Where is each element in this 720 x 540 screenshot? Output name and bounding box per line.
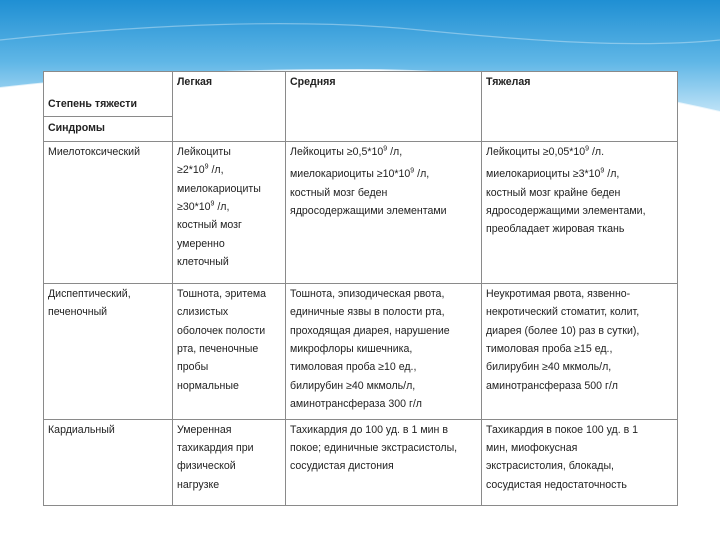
- cell-line: Тошнота, эритема: [177, 288, 267, 300]
- cell-line: тимоловая проба ≥15 ед.,: [486, 343, 613, 356]
- cell-line: ядросодержащими элементами: [290, 205, 447, 218]
- severity-degree-label: Степень тяжести: [44, 72, 172, 117]
- cell-line: диарея (более 10) раз в сутки),: [486, 324, 640, 337]
- cell-line: Тахикардия до 100 уд. в 1 мин в: [290, 423, 448, 436]
- cell-line: некротический стоматит, колит,: [486, 306, 640, 319]
- syndrome-cell: [44, 284, 173, 420]
- cell-line: пробы: [177, 361, 209, 374]
- cell-line: сосудистая дистония: [290, 460, 394, 473]
- cell-line: слизистых: [177, 306, 229, 319]
- cell-line: миелокариоциты $\ge 3*10^9$ /л,: [486, 167, 620, 181]
- header-corner-cell: [44, 72, 173, 142]
- cell-line: Умеренная: [177, 423, 232, 436]
- header-medium: Средняя: [286, 72, 482, 142]
- cell-line: билирубин ≥40 мкмоль/л,: [290, 379, 416, 392]
- cell-line: $\ge 2*10^9$ /л,: [177, 163, 224, 177]
- medium-cell: [286, 142, 482, 284]
- table-row: [44, 419, 678, 505]
- cell-line: $\ge 30*10^9$ /л,: [177, 200, 230, 214]
- cell-line: билирубин ≥40 мкмоль/л,: [486, 361, 612, 374]
- cell-line: Неукротимая рвота, язвенно-: [486, 288, 631, 300]
- cell-line: единичные язвы в полости рта,: [290, 306, 445, 319]
- cell-line: Лейкоциты $\ge 0,5*10^9$ /л,: [290, 145, 403, 158]
- cell-line: ядросодержащими элементами,: [486, 205, 646, 218]
- cell-line: тахикардия при: [177, 441, 254, 454]
- cell-line: костный мозг крайне беден: [486, 186, 621, 199]
- cell-line: Тахикардия в покое 100 уд. в 1: [486, 423, 639, 436]
- header-severe: Тяжелая: [482, 72, 678, 142]
- severe-cell: [482, 284, 678, 420]
- cell-line: аминотрансфераза 300 г/л: [290, 398, 422, 411]
- cell-line: Диспептический,: [48, 288, 131, 300]
- cell-line: сосудистая недостаточность: [486, 478, 627, 491]
- cell-line: Тошнота, эпизодическая рвота,: [290, 288, 445, 300]
- light-cell: [173, 419, 286, 505]
- cell-line: миелокариоциты: [177, 182, 261, 195]
- cell-line: экстрасистолия, блокады,: [486, 460, 614, 473]
- cell-line: проходящая диарея, нарушение: [290, 324, 450, 337]
- severity-table: [43, 71, 678, 506]
- light-cell: [173, 284, 286, 420]
- cell-line: аминотрансфераза 500 г/л: [486, 379, 618, 392]
- cell-line: преобладает жировая ткань: [486, 223, 625, 236]
- cell-line: тимоловая проба ≥10 ед.,: [290, 361, 417, 374]
- cell-line: костный мозг беден: [290, 186, 388, 199]
- cell-line: рта, печеночные: [177, 343, 259, 356]
- table-row: [44, 284, 678, 420]
- cell-line: нормальные: [177, 379, 239, 392]
- cell-line: мин, миофокусная: [486, 441, 578, 454]
- medium-cell: [286, 419, 482, 505]
- table-header-row: [44, 72, 678, 142]
- table-row: [44, 142, 678, 284]
- cell-line: физической: [177, 460, 236, 473]
- severe-cell: [482, 419, 678, 505]
- syndromes-label: Синдромы: [48, 122, 105, 135]
- cell-line: печеночный: [48, 306, 108, 319]
- header-light: Легкая: [173, 72, 286, 142]
- cell-line: нагрузке: [177, 478, 220, 491]
- cell-line: Лейкоциты: [177, 146, 231, 158]
- cell-line: умеренно: [177, 237, 225, 250]
- cell-line: Лейкоциты $\ge 0,05*10^9$ /л.: [486, 145, 605, 158]
- cell-line: костный мозг: [177, 219, 242, 232]
- cell-line: миелокариоциты $\ge 10*10^9$ /л,: [290, 167, 430, 181]
- syndrome-cell: Миелотоксический: [44, 142, 173, 284]
- light-cell: [173, 142, 286, 284]
- cell-line: покое; единичные экстрасистолы,: [290, 441, 458, 454]
- cell-line: клеточный: [177, 256, 229, 269]
- severe-cell: [482, 142, 678, 284]
- cell-line: оболочек полости: [177, 324, 266, 337]
- syndrome-cell: Кардиальный: [44, 419, 173, 505]
- cell-line: микрофлоры кишечника,: [290, 343, 413, 356]
- medium-cell: [286, 284, 482, 420]
